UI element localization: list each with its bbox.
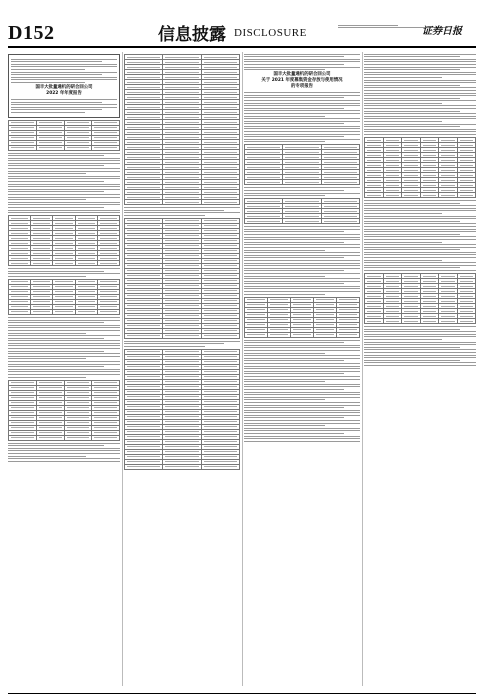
quarterly-data-table: [8, 279, 120, 315]
company-info-table: [8, 120, 120, 151]
announcement-title: 国丰大批量通机的研合回公司 关于 2021 年度募集资金存放与使用情况 的专项报告: [261, 72, 343, 90]
column-4: [364, 52, 476, 686]
report-title: 国丰大批量通机的研合回公司 2022 年年度报告: [35, 84, 93, 96]
column-divider: [122, 52, 123, 686]
column-2: [124, 52, 240, 686]
column-1: [8, 52, 120, 686]
income-statement-table: [124, 218, 240, 339]
shareholder-table: [8, 380, 120, 441]
project-change-table: [364, 273, 476, 324]
column-3: [244, 52, 360, 686]
fund-comparison-table: [364, 137, 476, 198]
header-rule: [8, 46, 476, 48]
cash-flow-table: [124, 349, 240, 470]
section-title: 信息披露: [158, 25, 226, 45]
balance-sheet-table: [124, 54, 240, 205]
page-number: D152: [8, 22, 55, 44]
report-summary-box: [8, 54, 120, 118]
bank-account-table: [244, 198, 360, 224]
page-header: [8, 20, 476, 46]
column-divider: [362, 52, 363, 686]
column-divider: [242, 52, 243, 686]
section-title-english: DISCLOSURE: [234, 27, 307, 39]
footer-rule: [8, 693, 476, 694]
fund-usage-table: [244, 144, 360, 185]
newspaper-masthead: 证券日报: [422, 26, 462, 37]
financial-data-table: [8, 215, 120, 266]
project-progress-table: [244, 297, 360, 338]
